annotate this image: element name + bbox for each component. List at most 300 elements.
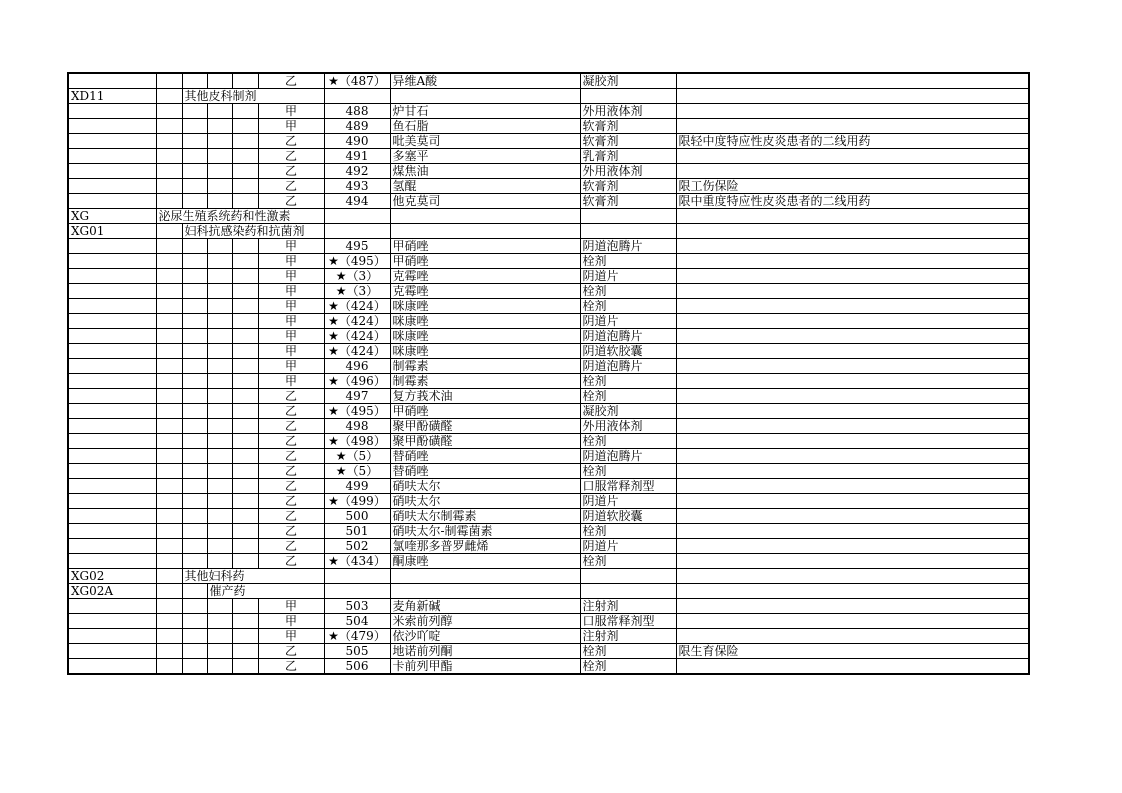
form-cell: 栓剂 [580, 524, 676, 539]
table-row [68, 254, 1029, 269]
form-cell: 软膏剂 [580, 119, 676, 134]
number-cell: ★（496） [324, 374, 390, 389]
tree-cell [182, 194, 207, 209]
grade-cell: 乙 [258, 149, 324, 164]
tree-cell [232, 404, 258, 419]
note-cell [676, 599, 1029, 614]
table-row [68, 449, 1029, 464]
note-cell: 限轻中度特应性皮炎患者的二线用药 [676, 134, 1029, 149]
grade-cell: 乙 [258, 539, 324, 554]
form-cell [580, 209, 676, 224]
code-cell [68, 614, 156, 629]
code-cell [68, 73, 156, 89]
tree-cell [156, 149, 182, 164]
tree-cell [156, 239, 182, 254]
number-cell: ★（495） [324, 404, 390, 419]
tree-cell [207, 179, 232, 194]
form-cell: 注射剂 [580, 629, 676, 644]
note-cell [676, 539, 1029, 554]
grade-cell: 乙 [258, 659, 324, 675]
number-cell: 503 [324, 599, 390, 614]
code-cell [68, 449, 156, 464]
note-cell [676, 314, 1029, 329]
tree-cell [207, 599, 232, 614]
tree-cell [182, 524, 207, 539]
form-cell: 阴道泡腾片 [580, 239, 676, 254]
tree-cell [207, 344, 232, 359]
tree-cell [232, 149, 258, 164]
tree-cell [156, 614, 182, 629]
tree-cell [182, 494, 207, 509]
tree-cell [207, 299, 232, 314]
grade-cell: 乙 [258, 194, 324, 209]
note-cell [676, 329, 1029, 344]
form-cell: 阴道片 [580, 539, 676, 554]
name-cell: 咪康唑 [390, 329, 580, 344]
tree-cell [156, 434, 182, 449]
grade-cell: 乙 [258, 164, 324, 179]
note-cell: 限中重度特应性皮炎患者的二线用药 [676, 194, 1029, 209]
form-cell: 注射剂 [580, 599, 676, 614]
code-cell [68, 599, 156, 614]
grade-cell: 乙 [258, 419, 324, 434]
tree-cell [207, 254, 232, 269]
tree-cell [207, 539, 232, 554]
name-cell [390, 209, 580, 224]
name-cell: 制霉素 [390, 374, 580, 389]
category-cell: 其他皮科制剂 [182, 89, 324, 104]
code-cell [68, 314, 156, 329]
name-cell [390, 584, 580, 599]
tree-cell [207, 194, 232, 209]
tree-cell [232, 194, 258, 209]
tree-cell [207, 404, 232, 419]
note-cell [676, 299, 1029, 314]
table-row [68, 284, 1029, 299]
tree-cell [232, 644, 258, 659]
number-cell: ★（3） [324, 284, 390, 299]
tree-cell [156, 509, 182, 524]
tree-cell [207, 389, 232, 404]
grade-cell: 甲 [258, 269, 324, 284]
tree-cell [232, 554, 258, 569]
number-cell: ★（424） [324, 344, 390, 359]
note-cell [676, 509, 1029, 524]
code-cell [68, 374, 156, 389]
tree-cell [182, 404, 207, 419]
name-cell: 甲硝唑 [390, 254, 580, 269]
tree-cell [207, 134, 232, 149]
note-cell [676, 554, 1029, 569]
code-cell [68, 554, 156, 569]
grade-cell: 甲 [258, 314, 324, 329]
name-cell: 硝呋太尔-制霉菌素 [390, 524, 580, 539]
tree-cell [156, 659, 182, 675]
number-cell: 494 [324, 194, 390, 209]
grade-cell: 甲 [258, 119, 324, 134]
code-cell [68, 179, 156, 194]
grade-cell: 乙 [258, 134, 324, 149]
table-row [68, 269, 1029, 284]
tree-cell [156, 599, 182, 614]
form-cell: 阴道片 [580, 314, 676, 329]
tree-cell [207, 269, 232, 284]
tree-cell [156, 629, 182, 644]
tree-cell [207, 164, 232, 179]
tree-cell [156, 404, 182, 419]
table-row [68, 479, 1029, 494]
name-cell [390, 89, 580, 104]
name-cell: 甲硝唑 [390, 239, 580, 254]
name-cell: 异维A酸 [390, 73, 580, 89]
code-cell [68, 419, 156, 434]
code-cell [68, 524, 156, 539]
grade-cell: 乙 [258, 494, 324, 509]
table-row [68, 314, 1029, 329]
table-row [68, 194, 1029, 209]
code-cell [68, 404, 156, 419]
form-cell: 凝胶剂 [580, 73, 676, 89]
tree-cell [182, 464, 207, 479]
code-cell [68, 299, 156, 314]
table-row [68, 134, 1029, 149]
tree-cell [232, 464, 258, 479]
table-row [68, 419, 1029, 434]
tree-cell [232, 479, 258, 494]
form-cell: 口服常释剂型 [580, 479, 676, 494]
category-cell: 泌尿生殖系统药和性激素 [156, 209, 324, 224]
grade-cell: 甲 [258, 599, 324, 614]
form-cell: 口服常释剂型 [580, 614, 676, 629]
grade-cell: 乙 [258, 449, 324, 464]
tree-cell [156, 524, 182, 539]
table-row [68, 599, 1029, 614]
number-cell: ★（434） [324, 554, 390, 569]
form-cell: 乳膏剂 [580, 149, 676, 164]
number-cell: 504 [324, 614, 390, 629]
table-row [68, 89, 1029, 104]
tree-cell [156, 314, 182, 329]
table-row [68, 209, 1029, 224]
code-cell [68, 149, 156, 164]
drug-list-table [67, 72, 1030, 675]
table-row [68, 299, 1029, 314]
tree-cell [182, 359, 207, 374]
tree-cell [207, 449, 232, 464]
name-cell: 复方莪术油 [390, 389, 580, 404]
note-cell [676, 164, 1029, 179]
name-cell: 克霉唑 [390, 284, 580, 299]
category-cell: 催产药 [207, 584, 324, 599]
tree-cell [207, 374, 232, 389]
note-cell [676, 359, 1029, 374]
name-cell: 克霉唑 [390, 269, 580, 284]
form-cell: 阴道泡腾片 [580, 359, 676, 374]
tree-cell [232, 659, 258, 675]
form-cell: 栓剂 [580, 554, 676, 569]
table-row [68, 509, 1029, 524]
grade-cell: 甲 [258, 104, 324, 119]
note-cell [676, 119, 1029, 134]
tree-cell [182, 239, 207, 254]
grade-cell: 乙 [258, 479, 324, 494]
grade-cell: 乙 [258, 644, 324, 659]
tree-cell [182, 389, 207, 404]
name-cell: 硝呋太尔制霉素 [390, 509, 580, 524]
number-cell: 498 [324, 419, 390, 434]
number-cell: ★（424） [324, 314, 390, 329]
name-cell: 制霉素 [390, 359, 580, 374]
tree-cell [232, 629, 258, 644]
tree-cell [182, 659, 207, 675]
number-cell [324, 224, 390, 239]
note-cell [676, 209, 1029, 224]
code-cell [68, 434, 156, 449]
number-cell: 506 [324, 659, 390, 675]
grade-cell: 甲 [258, 329, 324, 344]
number-cell: ★（5） [324, 464, 390, 479]
table-row [68, 389, 1029, 404]
tree-cell [207, 659, 232, 675]
name-cell: 吡美莫司 [390, 134, 580, 149]
tree-cell [156, 389, 182, 404]
tree-cell [156, 494, 182, 509]
number-cell: 497 [324, 389, 390, 404]
grade-cell: 乙 [258, 389, 324, 404]
code-cell [68, 344, 156, 359]
grade-cell: 甲 [258, 629, 324, 644]
name-cell: 煤焦油 [390, 164, 580, 179]
table-row [68, 359, 1029, 374]
note-cell [676, 149, 1029, 164]
number-cell: 490 [324, 134, 390, 149]
form-cell: 栓剂 [580, 254, 676, 269]
number-cell: ★（424） [324, 299, 390, 314]
tree-cell [207, 314, 232, 329]
table-row [68, 584, 1029, 599]
note-cell [676, 584, 1029, 599]
number-cell: 502 [324, 539, 390, 554]
name-cell: 聚甲酚磺醛 [390, 434, 580, 449]
name-cell: 咪康唑 [390, 344, 580, 359]
tree-cell [182, 299, 207, 314]
tree-cell [232, 434, 258, 449]
tree-cell [232, 539, 258, 554]
name-cell: 甲硝唑 [390, 404, 580, 419]
tree-cell [207, 644, 232, 659]
tree-cell [232, 449, 258, 464]
tree-cell [207, 239, 232, 254]
tree-cell [182, 73, 207, 89]
grade-cell: 乙 [258, 179, 324, 194]
form-cell [580, 224, 676, 239]
tree-cell [232, 614, 258, 629]
tree-cell [156, 119, 182, 134]
table-row [68, 464, 1029, 479]
number-cell: 496 [324, 359, 390, 374]
code-cell [68, 464, 156, 479]
form-cell: 栓剂 [580, 284, 676, 299]
form-cell: 栓剂 [580, 644, 676, 659]
tree-cell [207, 359, 232, 374]
tree-cell [207, 479, 232, 494]
note-cell [676, 434, 1029, 449]
name-cell: 炉甘石 [390, 104, 580, 119]
table-row [68, 224, 1029, 239]
number-cell: ★（487） [324, 73, 390, 89]
tree-cell [182, 269, 207, 284]
number-cell [324, 209, 390, 224]
note-cell [676, 374, 1029, 389]
tree-cell [182, 449, 207, 464]
form-cell: 阴道泡腾片 [580, 449, 676, 464]
grade-cell: 甲 [258, 359, 324, 374]
form-cell: 阴道泡腾片 [580, 329, 676, 344]
tree-cell [232, 134, 258, 149]
note-cell [676, 419, 1029, 434]
tree-cell [182, 284, 207, 299]
table-row [68, 539, 1029, 554]
number-cell: 501 [324, 524, 390, 539]
note-cell [676, 614, 1029, 629]
tree-cell [232, 179, 258, 194]
form-cell: 外用液体剂 [580, 419, 676, 434]
number-cell: 505 [324, 644, 390, 659]
tree-cell [182, 509, 207, 524]
grade-cell: 乙 [258, 464, 324, 479]
code-cell: XG02 [68, 569, 156, 584]
code-cell [68, 359, 156, 374]
name-cell [390, 224, 580, 239]
form-cell: 栓剂 [580, 434, 676, 449]
code-cell: XD11 [68, 89, 156, 104]
code-cell [68, 284, 156, 299]
name-cell: 硝呋太尔 [390, 479, 580, 494]
tree-cell [182, 119, 207, 134]
form-cell: 外用液体剂 [580, 104, 676, 119]
grade-cell: 甲 [258, 374, 324, 389]
tree-cell [232, 359, 258, 374]
note-cell [676, 659, 1029, 675]
tree-cell [207, 284, 232, 299]
tree-cell [182, 554, 207, 569]
tree-cell [232, 239, 258, 254]
code-cell [68, 104, 156, 119]
grade-cell: 甲 [258, 284, 324, 299]
tree-cell [182, 374, 207, 389]
number-cell: ★（495） [324, 254, 390, 269]
note-cell [676, 224, 1029, 239]
tree-cell [156, 539, 182, 554]
tree-cell [182, 644, 207, 659]
code-cell [68, 269, 156, 284]
tree-cell [182, 104, 207, 119]
number-cell: ★（498） [324, 434, 390, 449]
number-cell: ★（5） [324, 449, 390, 464]
tree-cell [156, 554, 182, 569]
tree-cell [156, 134, 182, 149]
grade-cell: 甲 [258, 614, 324, 629]
code-cell [68, 629, 156, 644]
number-cell: ★（499） [324, 494, 390, 509]
name-cell: 鱼石脂 [390, 119, 580, 134]
name-cell: 聚甲酚磺醛 [390, 419, 580, 434]
form-cell: 栓剂 [580, 299, 676, 314]
tree-cell [207, 509, 232, 524]
tree-cell [156, 164, 182, 179]
table-row [68, 104, 1029, 119]
tree-cell [207, 434, 232, 449]
name-cell: 他克莫司 [390, 194, 580, 209]
tree-cell [182, 149, 207, 164]
code-cell [68, 539, 156, 554]
tree-cell [207, 554, 232, 569]
number-cell: 489 [324, 119, 390, 134]
table-row [68, 329, 1029, 344]
table-row [68, 374, 1029, 389]
note-cell [676, 389, 1029, 404]
name-cell: 米索前列醇 [390, 614, 580, 629]
code-cell: XG [68, 209, 156, 224]
table-row [68, 644, 1029, 659]
tree-cell [182, 329, 207, 344]
tree-cell [232, 389, 258, 404]
number-cell: ★（479） [324, 629, 390, 644]
grade-cell: 乙 [258, 404, 324, 419]
number-cell: 493 [324, 179, 390, 194]
tree-cell [207, 104, 232, 119]
grade-cell: 甲 [258, 344, 324, 359]
tree-cell [207, 629, 232, 644]
code-cell [68, 119, 156, 134]
tree-cell [156, 449, 182, 464]
tree-cell [232, 269, 258, 284]
form-cell [580, 89, 676, 104]
name-cell: 氢醌 [390, 179, 580, 194]
tree-cell [232, 284, 258, 299]
code-cell [68, 194, 156, 209]
tree-cell [182, 479, 207, 494]
tree-cell [182, 434, 207, 449]
name-cell: 酮康唑 [390, 554, 580, 569]
grade-cell: 乙 [258, 524, 324, 539]
number-cell [324, 584, 390, 599]
tree-cell [232, 73, 258, 89]
note-cell [676, 479, 1029, 494]
name-cell: 氯喹那多普罗雌烯 [390, 539, 580, 554]
tree-cell [182, 629, 207, 644]
tree-cell [156, 329, 182, 344]
code-cell [68, 509, 156, 524]
table-row [68, 404, 1029, 419]
tree-cell [156, 254, 182, 269]
tree-cell [156, 569, 182, 584]
tree-cell [232, 374, 258, 389]
tree-cell [232, 119, 258, 134]
table-row [68, 119, 1029, 134]
table-row [68, 554, 1029, 569]
grade-cell: 甲 [258, 254, 324, 269]
name-cell [390, 569, 580, 584]
tree-cell [156, 344, 182, 359]
tree-cell [156, 464, 182, 479]
grade-cell: 乙 [258, 434, 324, 449]
note-cell [676, 284, 1029, 299]
code-cell [68, 239, 156, 254]
note-cell [676, 404, 1029, 419]
table-row [68, 524, 1029, 539]
code-cell [68, 494, 156, 509]
